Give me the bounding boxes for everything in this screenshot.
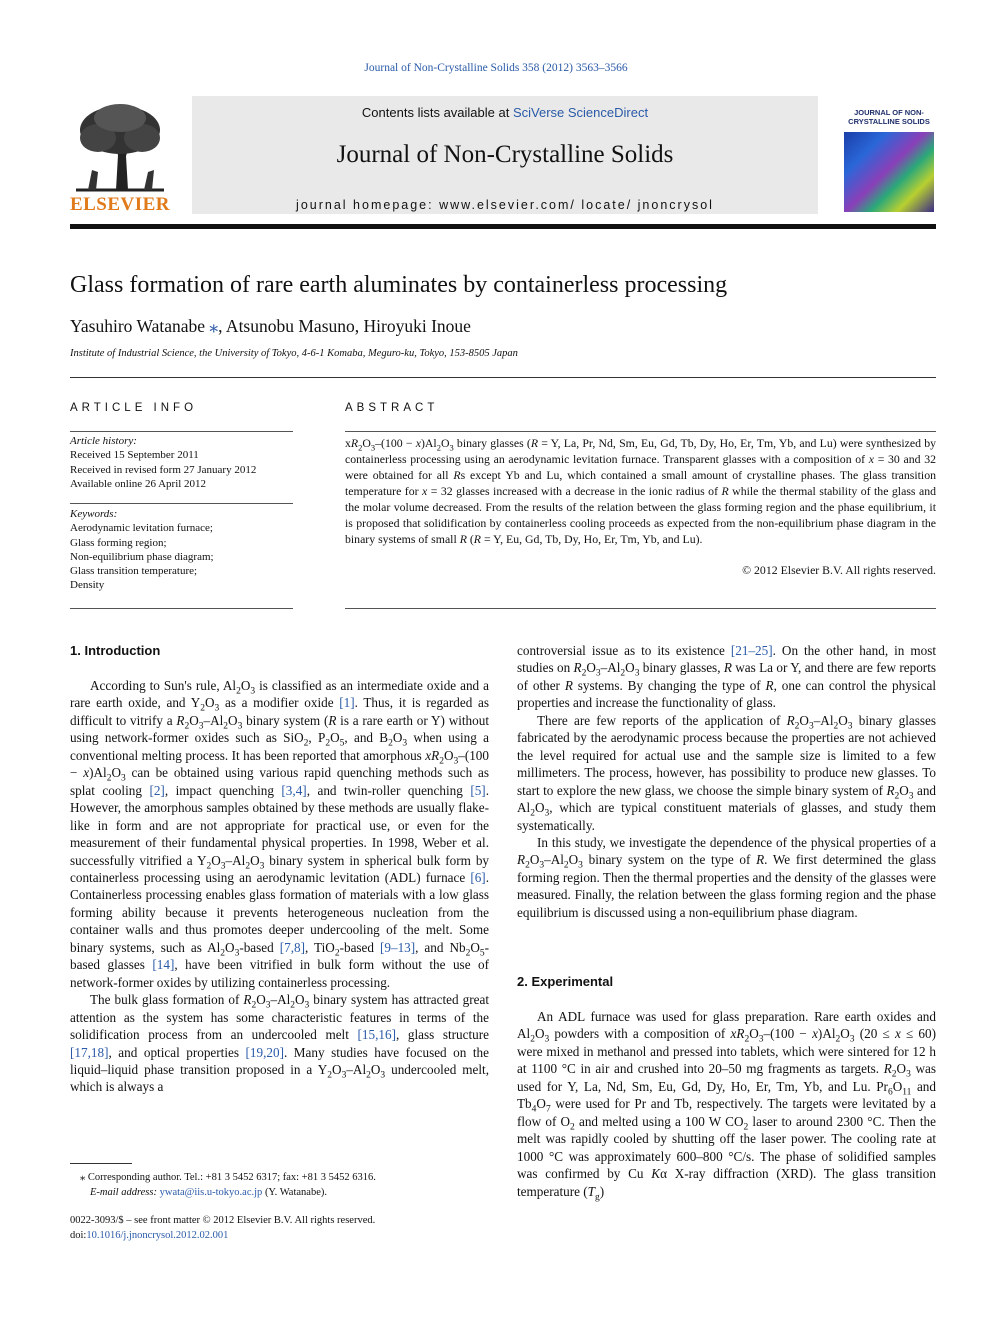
affiliation-divider [70,377,936,378]
footnote-mark: ⁎ [80,1172,86,1183]
header-divider [70,224,936,229]
section-heading-introduction: 1. Introduction [70,643,161,658]
divider [345,608,936,609]
doi-link[interactable]: 10.1016/j.jnoncrysol.2012.02.001 [86,1229,229,1241]
divider [70,503,293,504]
article-info-heading: ARTICLE INFO [70,402,198,414]
affiliation: Institute of Industrial Science, the University of Tokyo, 4-6-1 Komaba, Meguro-ku, Tokyo, 153-8505 Japan [70,348,518,359]
email-suffix: (Y. Watanabe). [262,1187,327,1198]
divider [70,608,293,609]
divider [345,431,936,432]
journal-name: Journal of Non-Crystalline Solids [336,141,674,168]
experimental-text: An ADL furnace was used for glass preparation. Rare earth oxides and $Al_2O_3$ powders with a composition of $xR_2O_3-(100 - x)Al_2O_3$ (20 ≤ x ≤ 60) were mixed in methanol and pressed into tablets, which were sintered for 12 h at 1100 °C in air and crushed into 20–50 mg fragments as targets. $R_2O_3$ was used for Y, La, Nd, Sm, Eu, Gd, Dy, Ho, Er, Tm, Yb, and Lu. $Pr_6O_{11}$ and $Tb_4O_7$ were used for Pr and Tb, respectively. The targets were levitated by a flow of $O_2$ and melted using a 100 W $CO_2$ laser to around 2300 °C. Then the melt was rapidly cooled by shutting off the laser power. The cooling rate at 1000 °C was approximately 600–800 °C/s. The phase of solidified samples was confirmed by Cu Kα X-ray diffraction (XRD). The glass transition temperature $(T_g)$ [517,1009,936,1203]
article-title: Glass formation of rare earth aluminates by containerless processing [70,272,728,298]
keyword: Glass forming region; [70,536,167,549]
contents-line [192,105,818,120]
other-authors: , Atsunobu Masuno, Hiroyuki Inoue [218,316,471,336]
keyword: Aerodynamic levitation furnace; [70,522,213,535]
author-1: Yasuhiro Watanabe [70,316,206,336]
introduction-text-continued: controversial issue as to its existence [21–25]. On the other hand, in most studies on $R_2O_3-Al_2O_3$ binary glasses, R was La or Y, and there are few reports of other R systems. By changing the type of R, one can control the physical properties and increase the functionality of glass. There are few reports of the application of $R_2O_3-Al_2O_3$ binary glasses fabricated by the aerodynamic process because the properties are not achieved the level required for actual use and the sample size is limited to a few millimeters. The process, however, has possibility to produce new glasses. To start to explore the new glass, we choose the simple binary system of $R_2O_3$ and $Al_2O_3$, which are typical constituent materials of glasses, and study them systematically. In this study, we investigate the dependence of the physical properties of a $R_2O_3-Al_2O_3$ binary system on the type of R. We first determined the glass forming region. Then the thermal properties and the density of the glasses were measured. Finally, the relation between the glass forming region and the phase equilibrium is discussed using a non-equilibrium phase diagram. [517,643,937,920]
keyword: Density [70,579,105,592]
keyword: Non-equilibrium phase diagram; [70,550,214,563]
corresponding-author-mark[interactable]: ⁎ [209,316,219,336]
divider [70,431,293,432]
keywords-label: Keywords: [70,508,118,520]
copyright-notice: © 2012 Elsevier B.V. All rights reserved. [742,563,936,577]
footnote [70,1170,376,1200]
abstract-text: $xR_2O_3-(100 - x)Al_2O_3$ binary glasses (R = Y, La, Pr, Nd, Sm, Eu, Gd, Tb, Dy, Ho, Er, Tm, Yb, and Lu) were synthesized by containerless processing using an aerodynamic levitation furnace. Transparent glasses with a composition of x = 30 and 32 were obtained for all Rs except Yb and Lu, which contained a small amount of crystalline phases. The glass transition temperature for x = 32 glasses increased with a decrease in the ionic radius of R while the thermal stability of the glass and the molar volume decreased. From the results of the relation between the glass forming region and the phase equilibrium, it is proposed that solidification by containerless cooling proceeds as expected from the non-equilibrium phase diagram in the binary systems of small R (R = Y, Eu, Gd, Tb, Dy, Ho, Er, Tm, Yb, and Lu). [345,436,937,546]
author-list [70,316,471,337]
elsevier-wordmark: ELSEVIER [69,194,171,215]
cover-title: JOURNAL OF NON-CRYSTALLINE SOLIDS [848,108,930,126]
history-item: Received in revised form 27 January 2012 [70,463,257,476]
corresponding-author-info: Corresponding author. Tel.: +81 3 5452 6317; fax: +81 3 5452 6316. [85,1172,376,1183]
journal-cover-thumbnail[interactable] [842,96,936,214]
doi-label: doi: [70,1229,87,1241]
email-label: E-mail address: [90,1187,160,1198]
introduction-text: According to Sun's rule, $Al_2O_3$ is classified as an intermediate oxide and a rare earth oxide, and $Y_2O_3$ as a modifier oxide [1]. Thus, it is regarded as difficult to vitrify a $R_2O_3-Al_2O_3$ binary system (R is a rare earth or Y) without using network-former oxides such as SiO$_2$, $P_2O_5$, and $B_2O_3$ when using a conventional melting process. It has been reported that amorphous $xR_2O_3-(100 - x)Al_2O_3$ can be obtained using various rapid quenching methods such as splat cooling [2], impact quenching [3,4], and twin-roller quenching [5]. However, the amorphous samples obtained by these methods are usually flake-like in form and are not appropriate for practical use, or even for the measurement of their fundamental physical properties. In 1998, Weber et al. successfully vitrified a $Y_2O_3-Al_2O_3$ binary system in spherical bulk form by containerless processing using an aerodynamic levitation (ADL) furnace [6]. Containerless processing enables glass formation of materials with a low glass forming ability because it prevents heterogeneous nucleation from the container walls and thus promotes deeper undercooling of the melt. Some binary systems, such as $Al_2O_3$-based [7,8], TiO$_2$-based [9–13], and $Nb_2O_5$-based glasses [14], have been vitrified in bulk form without the use of network-former oxides by utilizing containerless processing. The bulk glass formation of $R_2O_3-Al_2O_3$ binary system has attracted great attention as the system has some characteristic features in terms of the solidification process from an undercooled melt [15,16], glass structure [17,18], and optical properties [19,20]. Many studies have focused on the liquid–liquid phase transition proposed in a $Y_2O_3-Al_2O_3$ undercooled melt, which is always a [70,678,490,1095]
history-label: Article history: [70,435,137,447]
history-item: Available online 26 April 2012 [70,477,207,490]
cover-image [844,132,934,212]
front-matter [70,1214,375,1243]
keywords [70,507,214,593]
article-history [70,434,256,491]
history-item: Received 15 September 2011 [70,449,199,462]
keyword: Glass transition temperature; [70,565,198,578]
journal-homepage [192,198,818,212]
contents-prefix: Contents lists available at [361,105,513,120]
section-heading-experimental: 2. Experimental [517,974,614,989]
homepage-prefix: journal homepage: [296,198,440,212]
abstract-heading: ABSTRACT [345,402,439,414]
issn-line: 0022-3093/$ – see front matter © 2012 Elsevier B.V. All rights reserved. [70,1215,376,1226]
footnote-divider [70,1163,132,1164]
journal-citation[interactable]: Journal of Non-Crystalline Solids 358 (2012) 3563–3566 [364,62,628,74]
email-link[interactable]: ywata@iis.u-tokyo.ac.jp [159,1187,263,1198]
sciencedirect-link[interactable]: SciVerse ScienceDirect [512,105,649,120]
homepage-url[interactable]: www.elsevier.com/ locate/ jnoncrysol [439,198,714,212]
